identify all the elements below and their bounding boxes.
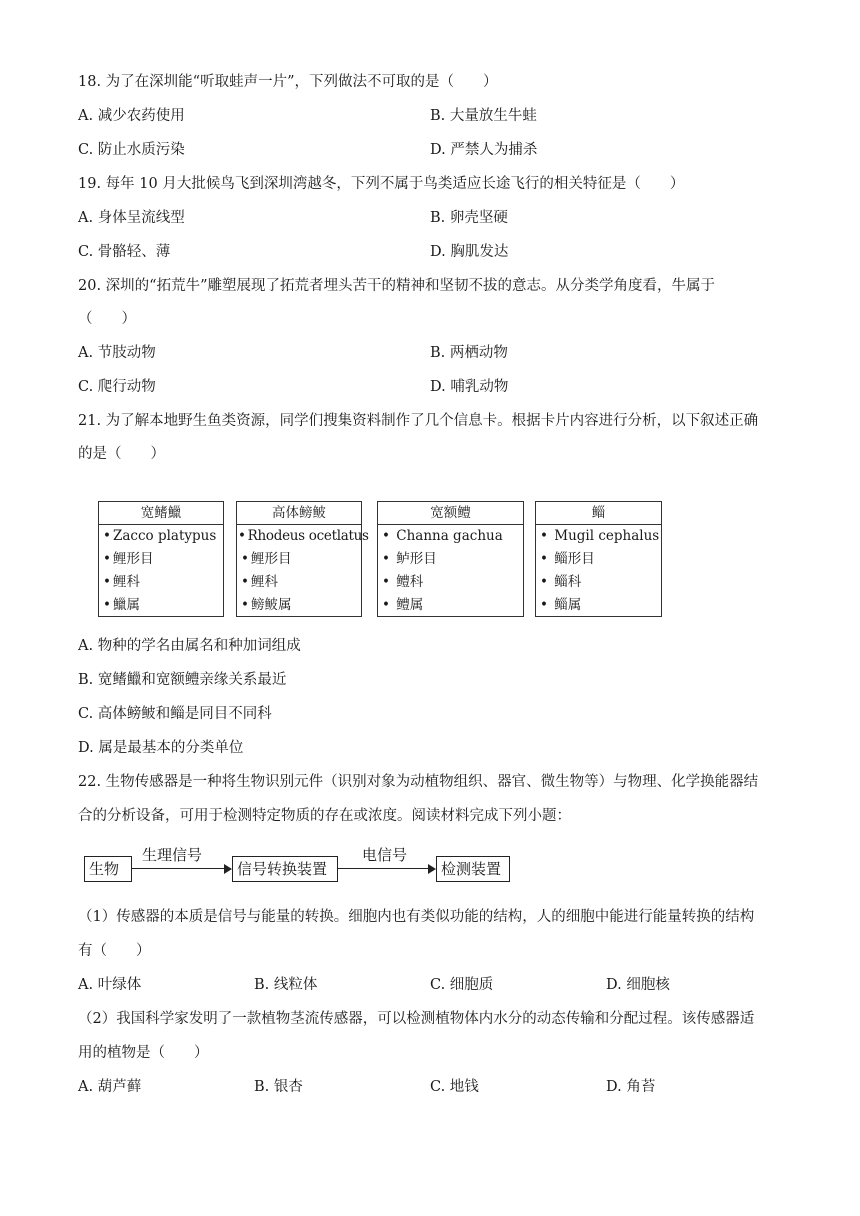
- q19-option-c: C. 骨骼轻、薄: [78, 244, 171, 260]
- q19-option-a: A. 身体呈流线型: [78, 210, 185, 226]
- q21-option-d: D. 属是最基本的分类单位: [78, 740, 244, 756]
- q18-option-a: A. 减少农药使用: [78, 108, 185, 124]
- flow-box-organism: 生物: [84, 856, 132, 882]
- q21-option-c: C. 高体鳑鲏和鲻是同目不同科: [78, 706, 272, 722]
- q20-stem-cont: （ ）: [78, 311, 136, 327]
- q18-option-d: D. 严禁人为捕杀: [430, 142, 538, 158]
- card-genus: • 鳑鲏属: [237, 594, 361, 617]
- flow-arrow-1-line: [132, 868, 224, 869]
- q22-sub1-option-b: B. 线粒体: [254, 977, 318, 993]
- q19-option-d: D. 胸肌发达: [430, 244, 509, 260]
- info-card-4: [535, 501, 662, 617]
- card-genus: • 鳢属: [378, 594, 523, 617]
- card-scientific-name: • Zacco platypus: [99, 525, 223, 548]
- q22-sub1-option-c: C. 细胞质: [430, 977, 494, 993]
- card-scientific-name: • Channa gachua: [378, 525, 523, 548]
- info-card-1: [98, 501, 224, 617]
- card-order: • 鲻形目: [536, 548, 661, 571]
- flow-arrow-2-head: [428, 864, 436, 874]
- card-scientific-name: • Rhodeus ocetlatus: [237, 525, 361, 548]
- q22-sub1-stem-cont: 有（ ）: [78, 943, 151, 959]
- card-scientific-name: • Mugil cephalus: [536, 525, 661, 548]
- q20-option-c: C. 爬行动物: [78, 379, 156, 395]
- q19-option-b: B. 卵壳坚硬: [430, 210, 508, 226]
- flow-label-electric-signal: 电信号: [362, 846, 408, 864]
- card-order: • 鲈形目: [378, 548, 523, 571]
- q21-option-a: A. 物种的学名由属名和种加词组成: [78, 638, 301, 654]
- q22-sub2-option-c: C. 地钱: [430, 1079, 479, 1095]
- q22-sub1-stem: （1）传感器的本质是信号与能量的转换。细胞内也有类似功能的结构，人的细胞中能进行能量转换的结构: [78, 909, 755, 925]
- card-family: • 鲤科: [99, 571, 223, 594]
- q22-sub2-option-a: A. 葫芦藓: [78, 1079, 142, 1095]
- q22-sub1-option-a: A. 叶绿体: [78, 977, 142, 993]
- card-genus: • 鲻属: [536, 594, 661, 617]
- q21-stem-cont: 的是（ ）: [78, 446, 165, 462]
- q21-stem: 21. 为了解本地野生鱼类资源，同学们搜集资料制作了几个信息卡。根据卡片内容进行分析，以下叙述正确: [78, 413, 759, 429]
- card-order: • 鲤形目: [237, 548, 361, 571]
- card-family: • 鳢科: [378, 571, 523, 594]
- card-order: • 鲤形目: [99, 548, 223, 571]
- card-genus: • 鱲属: [99, 594, 223, 617]
- q20-option-b: B. 两栖动物: [430, 345, 508, 361]
- card-title: 鲻: [536, 502, 661, 525]
- flow-arrow-2-line: [338, 868, 428, 869]
- q22-stem: 22. 生物传感器是一种将生物识别元件（识别对象为动植物组织、器官、微生物等）与物理、化学换能器结: [78, 774, 759, 790]
- q21-option-b: B. 宽鳍鱲和宽额鳢亲缘关系最近: [78, 672, 287, 688]
- info-card-2: [236, 501, 369, 617]
- q18-option-c: C. 防止水质污染: [78, 142, 185, 158]
- q22-sub2-option-b: B. 银杏: [254, 1079, 303, 1095]
- flow-arrow-1-head: [224, 864, 232, 874]
- flow-box-signal-converter: 信号转换装置: [232, 856, 338, 882]
- q22-sub2-stem-cont: 用的植物是（ ）: [78, 1045, 209, 1061]
- card-title: 宽鳍鱲: [99, 502, 223, 525]
- flow-label-physiological-signal: 生理信号: [142, 846, 203, 864]
- q22-stem-cont: 合的分析设备，可用于检测特定物质的存在或浓度。阅读材料完成下列小题：: [78, 808, 571, 824]
- q20-stem: 20. 深圳的“拓荒牛”雕塑展现了拓荒者埋头苦干的精神和坚韧不拔的意志。从分类学角度看，牛属于: [78, 278, 715, 294]
- q18-stem: 18. 为了在深圳能“听取蛙声一片”，下列做法不可取的是（ ）: [78, 74, 498, 90]
- q22-sub2-stem: （2）我国科学家发明了一款植物茎流传感器，可以检测植物体内水分的动态传输和分配过程。该传感器适: [78, 1011, 755, 1027]
- q19-stem: 19. 每年 10 月大批候鸟飞到深圳湾越冬，下列不属于鸟类适应长途飞行的相关特征是（ ）: [78, 176, 685, 192]
- q22-sub1-option-d: D. 细胞核: [606, 977, 670, 993]
- flow-box-detector: 检测装置: [436, 856, 510, 882]
- q18-option-b: B. 大量放生牛蛙: [430, 108, 537, 124]
- card-family: • 鲤科: [237, 571, 361, 594]
- card-title: 高体鳑鲏: [237, 502, 361, 525]
- card-family: • 鲻科: [536, 571, 661, 594]
- q20-option-d: D. 哺乳动物: [430, 379, 509, 395]
- q22-sub2-option-d: D. 角苔: [606, 1079, 656, 1095]
- info-card-3: [377, 501, 524, 617]
- q20-option-a: A. 节肢动物: [78, 345, 156, 361]
- card-title: 宽额鳢: [378, 502, 523, 525]
